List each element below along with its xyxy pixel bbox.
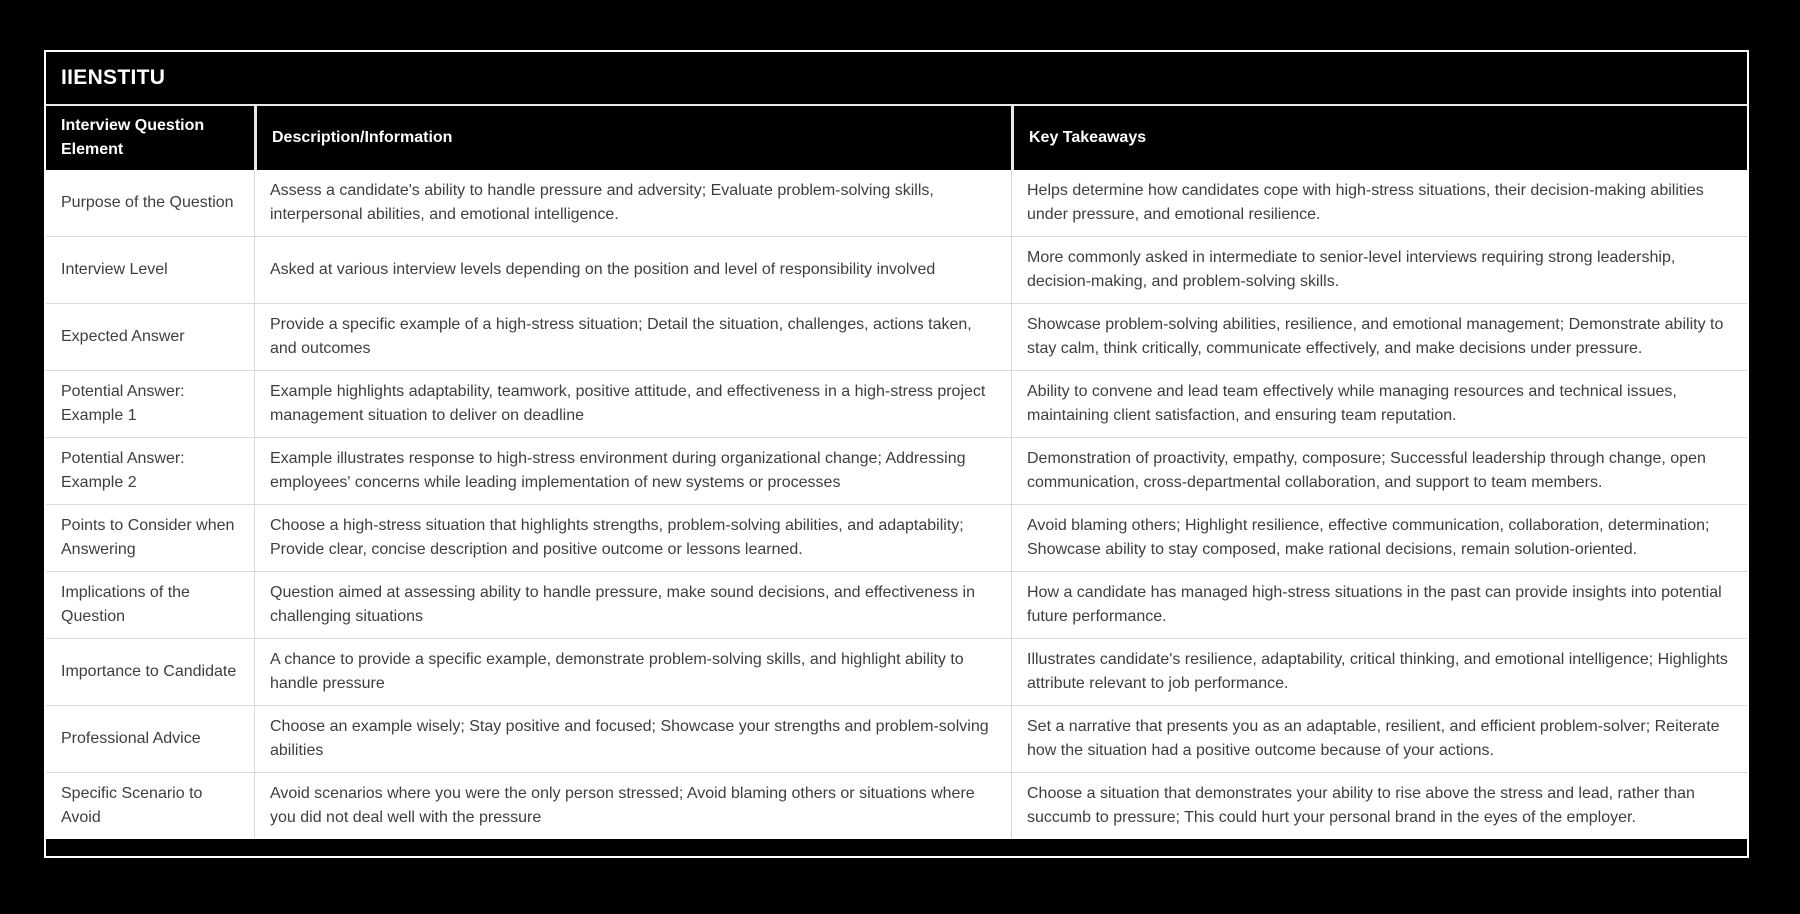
column-header-takeaways: Key Takeaways xyxy=(1011,106,1747,170)
cell-takeaways: More commonly asked in intermediate to senior-level interviews requiring strong leadership, decision-making, and problem-solving skills. xyxy=(1011,237,1747,303)
table-row xyxy=(46,504,1747,571)
cell-element: Expected Answer xyxy=(61,328,185,345)
table-row xyxy=(46,571,1747,638)
cell-takeaways: Demonstration of proactivity, empathy, composure; Successful leadership through change, open communication, cross-departmental collaboration, and support to team members. xyxy=(1011,438,1747,504)
cell-element: Importance to Candidate xyxy=(61,663,237,680)
cell-element: Implications of the Question xyxy=(61,584,190,625)
table-row xyxy=(46,236,1747,303)
cell-takeaways: Showcase problem-solving abilities, resilience, and emotional management; Demonstrate ability to stay calm, think critically, communicate effectively, and make decisions under pressure. xyxy=(1011,304,1747,370)
table-row xyxy=(46,638,1747,705)
brand-title-band xyxy=(46,52,1747,106)
table-row xyxy=(46,705,1747,772)
table-card xyxy=(44,50,1749,858)
cell-element: Points to Consider when Answering xyxy=(61,517,235,558)
cell-takeaways: Avoid blaming others; Highlight resilience, effective communication, collaboration, determination; Showcase ability to stay composed, make rational decisions, remain solution-oriented. xyxy=(1011,505,1747,571)
cell-takeaways: Illustrates candidate's resilience, adaptability, critical thinking, and emotional intelligence; Highlights attribute relevant to job performance. xyxy=(1011,639,1747,705)
cell-takeaways: How a candidate has managed high-stress situations in the past can provide insights into potential future performance. xyxy=(1011,572,1747,638)
table-row xyxy=(46,303,1747,370)
table-row xyxy=(46,772,1747,839)
brand-title: IIENSTITU xyxy=(61,66,166,89)
table-row xyxy=(46,437,1747,504)
cell-description: Avoid scenarios where you were the only person stressed; Avoid blaming others or situations where you did not deal well with the pressure xyxy=(254,773,1011,839)
cell-description: Example highlights adaptability, teamwork, positive attitude, and effectiveness in a high-stress project management situation to deliver on deadline xyxy=(254,371,1011,437)
cell-element: Potential Answer: Example 1 xyxy=(61,383,185,424)
table-row xyxy=(46,370,1747,437)
table-row xyxy=(46,170,1747,236)
cell-description: A chance to provide a specific example, demonstrate problem-solving skills, and highlight ability to handle pressure xyxy=(254,639,1011,705)
cell-description: Example illustrates response to high-stress environment during organizational change; Addressing employees' concerns while leading implementation of new systems or processes xyxy=(254,438,1011,504)
cell-takeaways: Helps determine how candidates cope with high-stress situations, their decision-making abilities under pressure, and emotional resilience. xyxy=(1011,170,1747,236)
cell-element: Specific Scenario to Avoid xyxy=(61,785,203,826)
table-header-row xyxy=(46,106,1747,170)
cell-description: Question aimed at assessing ability to handle pressure, make sound decisions, and effectiveness in challenging situations xyxy=(254,572,1011,638)
cell-description: Provide a specific example of a high-stress situation; Detail the situation, challenges, actions taken, and outcomes xyxy=(254,304,1011,370)
cell-takeaways: Ability to convene and lead team effectively while managing resources and technical issues, maintaining client satisfaction, and ensuring team reputation. xyxy=(1011,371,1747,437)
cell-element: Professional Advice xyxy=(61,730,201,747)
cell-description: Asked at various interview levels depending on the position and level of responsibility involved xyxy=(254,237,1011,303)
cell-element: Interview Level xyxy=(61,261,168,278)
cell-description: Choose an example wisely; Stay positive and focused; Showcase your strengths and problem-solving abilities xyxy=(254,706,1011,772)
cell-element: Purpose of the Question xyxy=(61,194,234,211)
cell-takeaways: Choose a situation that demonstrates your ability to rise above the stress and lead, rather than succumb to pressure; This could hurt your personal brand in the eyes of the employer. xyxy=(1011,773,1747,839)
cell-description: Assess a candidate's ability to handle pressure and adversity; Evaluate problem-solving skills, interpersonal abilities, and emotional intelligence. xyxy=(254,170,1011,236)
table-body xyxy=(46,170,1747,839)
column-header-description: Description/Information xyxy=(254,106,1011,170)
column-header-element: Interview Question Element xyxy=(61,117,205,158)
cell-takeaways: Set a narrative that presents you as an adaptable, resilient, and efficient problem-solver; Reiterate how the situation had a positive outcome because of your actions. xyxy=(1011,706,1747,772)
cell-element: Potential Answer: Example 2 xyxy=(61,450,185,491)
cell-description: Choose a high-stress situation that highlights strengths, problem-solving abilities, and adaptability; Provide clear, concise description and positive outcome or lessons learned. xyxy=(254,505,1011,571)
